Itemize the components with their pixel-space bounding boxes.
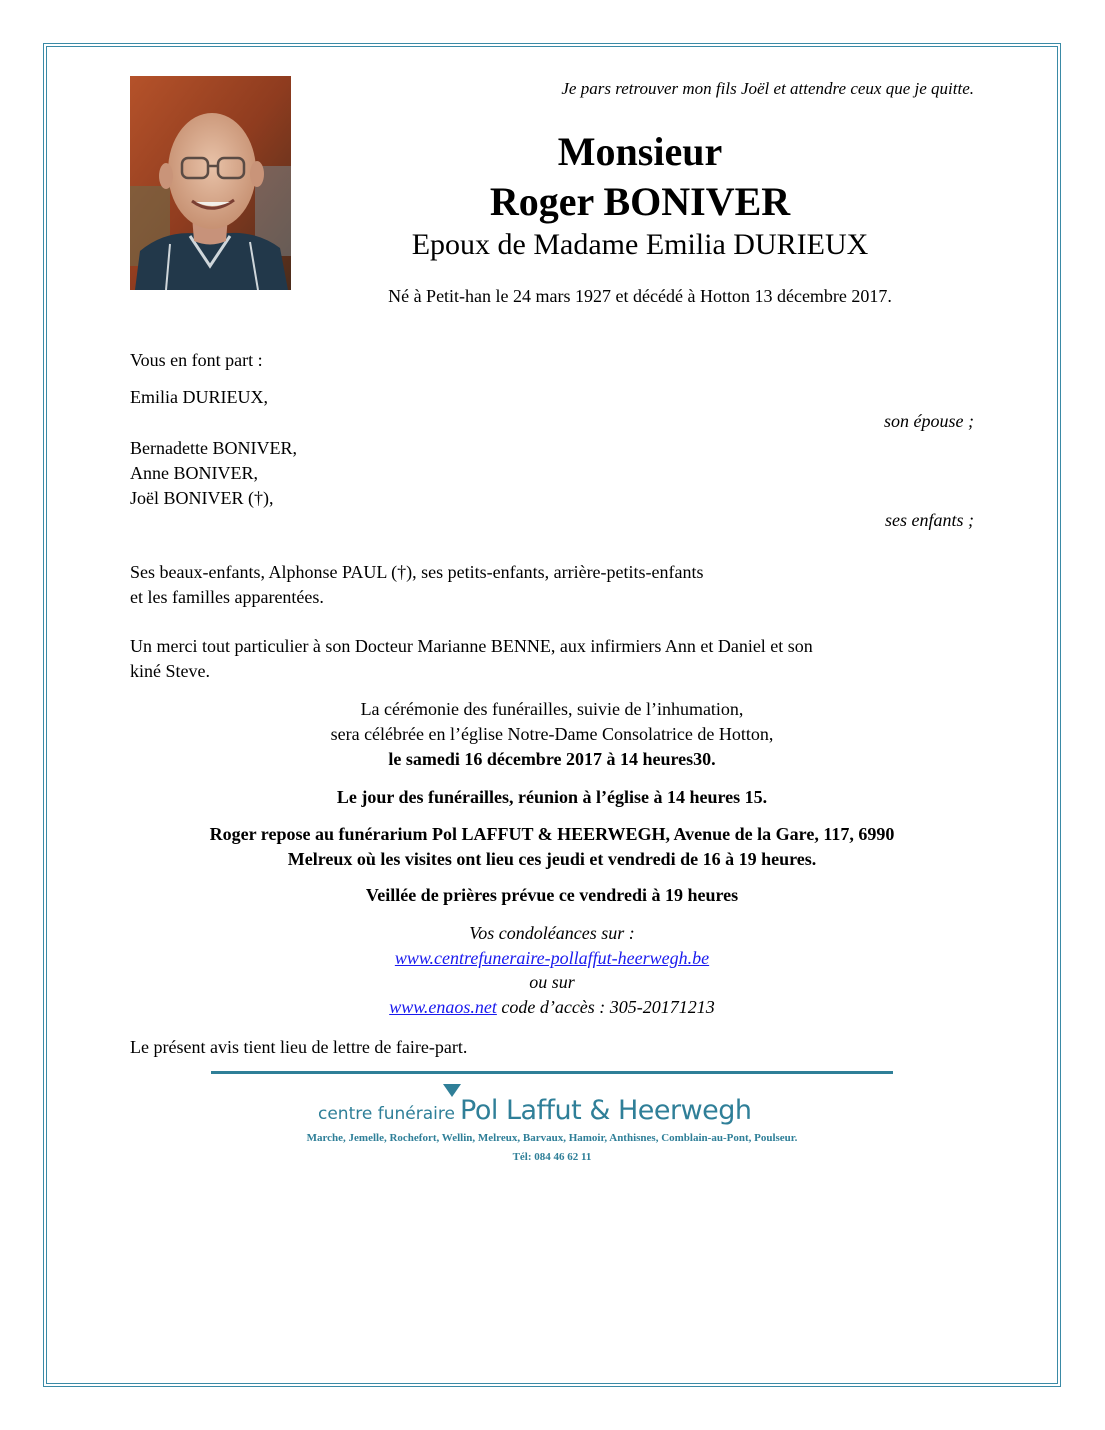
thanks-line: kiné Steve. xyxy=(130,661,210,681)
condolences-link-enaos[interactable]: www.enaos.net xyxy=(389,997,497,1017)
child-name: Joël BONIVER (†), xyxy=(130,488,274,508)
family-line: Ses beaux-enfants, Alphonse PAUL (†), ses petits-enfants, arrière-petits-enfants xyxy=(130,562,704,582)
condolences-link-centre[interactable]: www.centrefuneraire-pollaffut-heerwegh.be xyxy=(394,948,710,968)
funeral-home-logo xyxy=(318,1095,752,1126)
ceremony-date: le samedi 16 décembre 2017 à 14 heures30. xyxy=(388,749,716,769)
meeting-info: Le jour des funérailles, réunion à l’église à 14 heures 15. xyxy=(336,787,768,807)
spouse-name: Emilia DURIEUX, xyxy=(130,387,268,407)
logo-small-text: centre funéraire xyxy=(318,1104,455,1124)
portrait-photo xyxy=(130,76,291,290)
footer-divider xyxy=(211,1071,893,1074)
rest-info-line: Melreux où les visites ont lieu ces jeudi et vendredi de 16 à 19 heures. xyxy=(287,849,817,869)
family-line: et les familles apparentées. xyxy=(130,587,324,607)
spouse-role: son épouse ; xyxy=(884,411,974,431)
deceased-name: Roger BONIVER xyxy=(489,179,791,224)
spouse-line: Epoux de Madame Emilia DURIEUX xyxy=(411,228,869,261)
ceremony-line: La cérémonie des funérailles, suivie de l’inhumation, xyxy=(360,699,744,719)
condolences-link-row xyxy=(130,946,974,971)
logo-towns: Marche, Jemelle, Rochefort, Wellin, Melreux, Barvaux, Hamoir, Anthisnes, Comblain-au-Pont, Poulseur. xyxy=(306,1132,798,1144)
condolences-or: ou sur xyxy=(529,972,575,992)
announce-intro: Vous en font part : xyxy=(130,350,263,370)
thanks-line: Un merci tout particulier à son Docteur Marianne BENNE, aux infirmiers Ann et Daniel et son xyxy=(130,636,813,656)
logo-big-text: Pol Laffut & Heerwegh xyxy=(460,1095,752,1126)
child-name: Anne BONIVER, xyxy=(130,463,258,483)
condolences-enaos-row xyxy=(130,995,974,1020)
birth-death-line: Né à Petit-han le 24 mars 1927 et décédé à Hotton 13 décembre 2017. xyxy=(388,286,892,306)
child-name: Bernadette BONIVER, xyxy=(130,438,297,458)
ceremony-line: sera célébrée en l’église Notre-Dame Consolatrice de Hotton, xyxy=(330,724,774,744)
vigil-info: Veillée de prières prévue ce vendredi à 19 heures xyxy=(365,885,739,905)
rest-info-line: Roger repose au funérarium Pol LAFFUT & HEERWEGH, Avenue de la Gare, 117, 6990 xyxy=(209,824,895,844)
children-role: ses enfants ; xyxy=(885,510,974,530)
access-code: code d’accès : 305-20171213 xyxy=(496,997,715,1017)
title-honorific: Monsieur xyxy=(557,129,723,174)
logo-phone: Tél: 084 46 62 11 xyxy=(512,1151,592,1163)
condolences-intro: Vos condoléances sur : xyxy=(469,923,635,943)
epigraph: Je pars retrouver mon fils Joël et attendre ceux que je quitte. xyxy=(561,79,974,98)
closing-note: Le présent avis tient lieu de lettre de faire-part. xyxy=(130,1037,468,1057)
